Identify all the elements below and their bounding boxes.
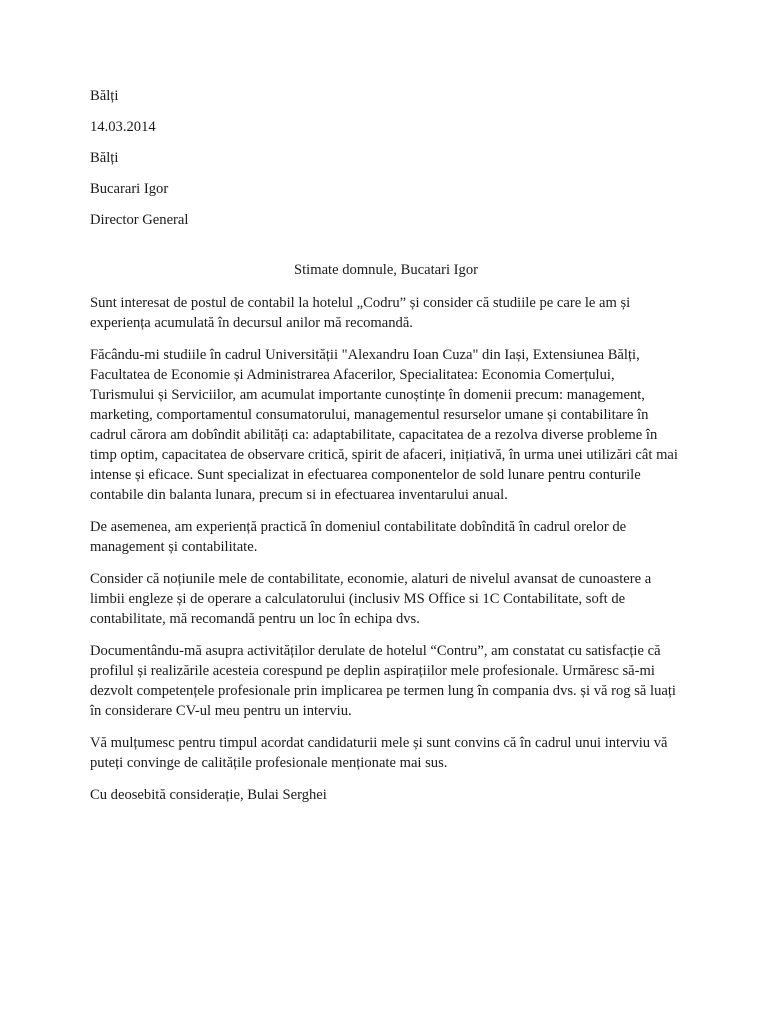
recipient-city: Bălți xyxy=(90,150,119,166)
recipient-name: Bucarari Igor xyxy=(90,181,169,197)
sender-city: Bălți xyxy=(90,88,119,104)
salutation: Stimate domnule, Bucatari Igor xyxy=(294,262,478,278)
paragraph-education: Făcându-mi studiile în cadrul Universității "Alexandru Ioan Cuza" din Iași, Extensiunea Bălți, Facultatea de Economie și Administrarea Afacerilor, Specialitatea: Economia Comerțului, Turismului și Serviciilor, am acumulat importante cunoștințe în domenii precum: management, marketing, comportamentul consumatorului, managementul resurselor umane și contabilitare în cadrul cărora am dobîndit abilități ca: adaptabilitate, capacitatea de a rezolva diverse probleme în timp optim, capacitatea de observare critică, spirit de afaceri, inițiativă, în urma unei utilizări cât mai intense și eficace. Sunt specializat in efectuarea componentelor de sold lunare pentru conturile contabile din balanta lunara, precum si in efectuarea inventarului anual. xyxy=(90,347,678,503)
paragraph-skills: Consider că noțiunile mele de contabilitate, economie, alaturi de nivelul avansat de cunoastere a limbii engleze și de operare a calculatorului (inclusiv MS Office si 1C Contabilitate, soft de contabilitate, mă recomandă pentru un loc în echipa dvs. xyxy=(90,571,652,627)
paragraph-motivation: Documentându-mă asupra activităților derulate de hotelul “Contru”, am constatat cu satisfacție că profilul și realizările acesteia corespund pe deplin aspirațiilor mele profesionale. Urmăresc să-mi dezvolt competențele profesionale prin implicarea pe termen lung în compania dvs. și vă rog să luați în considerare CV-ul meu pentru un interviu. xyxy=(90,643,676,719)
paragraph-intro: Sunt interesat de postul de contabil la hotelul „Codru” și consider că studiile pe care le am și experiența acumulată în decursul anilor mă recomandă. xyxy=(90,295,631,331)
recipient-title: Director General xyxy=(90,212,189,228)
paragraph-thanks: Vă mulțumesc pentru timpul acordat candidaturii mele și sunt convins că în cadrul unui interviu vă puteți convinge de calitățile profesionale menționate mai sus. xyxy=(90,735,668,771)
cover-letter xyxy=(90,86,682,805)
closing-signature: Cu deosebită considerație, Bulai Serghei xyxy=(90,787,327,803)
paragraph-experience: De asemenea, am experiență practică în domeniul contabilitate dobîndită în cadrul orelor de management și contabilitate. xyxy=(90,519,627,555)
letter-date: 14.03.2014 xyxy=(90,119,156,135)
